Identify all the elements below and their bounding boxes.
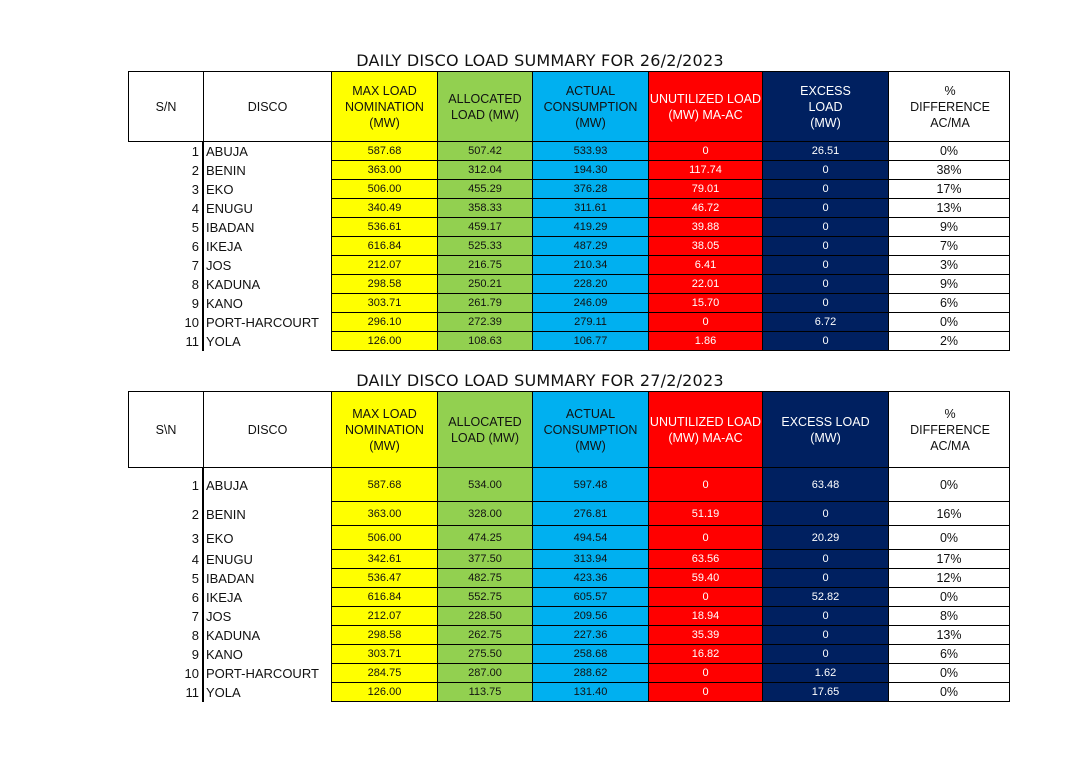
row-sn: 7 — [128, 607, 203, 626]
row-sn: 1 — [128, 468, 203, 502]
header-allocated: ALLOCATED LOAD (MW) — [438, 72, 533, 141]
row-allocated: 275.50 — [437, 645, 532, 664]
row-disco-name: JOS — [203, 256, 331, 275]
row-excess: 63.48 — [762, 468, 888, 502]
row-sn: 10 — [128, 313, 203, 332]
row-sn: 2 — [128, 161, 203, 180]
row-disco-name: BENIN — [203, 502, 331, 526]
header-unutilized: UNUTILIZED LOAD (MW) MA-AC — [649, 392, 763, 467]
row-sn: 7 — [128, 256, 203, 275]
row-unutilized: 117.74 — [648, 161, 762, 180]
row-allocated: 482.75 — [437, 569, 532, 588]
row-max-load: 363.00 — [331, 502, 437, 526]
row-allocated: 261.79 — [437, 294, 532, 313]
row-max-load: 616.84 — [331, 237, 437, 256]
row-sn: 9 — [128, 294, 203, 313]
row-excess: 0 — [762, 218, 888, 237]
header-disco: DISCO — [204, 72, 332, 141]
row-max-load: 340.49 — [331, 199, 437, 218]
header-actual: ACTUAL CONSUMPTION (MW) — [533, 72, 649, 141]
row-disco-name: KANO — [203, 294, 331, 313]
row-sn: 3 — [128, 526, 203, 550]
row-actual: 311.61 — [532, 199, 648, 218]
row-unutilized: 16.82 — [648, 645, 762, 664]
row-excess: 0 — [762, 294, 888, 313]
row-sn: 11 — [128, 332, 203, 351]
row-max-load: 212.07 — [331, 256, 437, 275]
row-max-load: 342.61 — [331, 550, 437, 569]
row-unutilized: 79.01 — [648, 180, 762, 199]
row-unutilized: 1.86 — [648, 332, 762, 351]
row-allocated: 216.75 — [437, 256, 532, 275]
row-pct-difference: 13% — [888, 626, 1010, 645]
row-disco-name: ABUJA — [203, 142, 331, 161]
header-excess: EXCESS LOAD (MW) — [763, 392, 889, 467]
row-actual: 194.30 — [532, 161, 648, 180]
table-row — [128, 180, 1010, 199]
table-row — [128, 526, 1010, 550]
row-disco-name: PORT-HARCOURT — [203, 313, 331, 332]
row-unutilized: 39.88 — [648, 218, 762, 237]
row-allocated: 358.33 — [437, 199, 532, 218]
row-pct-difference: 0% — [888, 142, 1010, 161]
row-sn: 8 — [128, 626, 203, 645]
row-excess: 0 — [762, 626, 888, 645]
row-allocated: 228.50 — [437, 607, 532, 626]
table-row — [128, 588, 1010, 607]
row-pct-difference: 12% — [888, 569, 1010, 588]
row-max-load: 303.71 — [331, 294, 437, 313]
row-actual: 288.62 — [532, 664, 648, 683]
row-unutilized: 0 — [648, 664, 762, 683]
header-sn: S/N — [129, 72, 204, 141]
header-max-load: MAX LOAD NOMINATION (MW) — [332, 392, 438, 467]
row-max-load: 303.71 — [331, 645, 437, 664]
row-disco-name: IBADAN — [203, 569, 331, 588]
table-row — [128, 256, 1010, 275]
header-disco: DISCO — [204, 392, 332, 467]
table-body — [128, 468, 1010, 702]
row-disco-name: BENIN — [203, 161, 331, 180]
table-row — [128, 645, 1010, 664]
row-sn: 3 — [128, 180, 203, 199]
table-row — [128, 468, 1010, 502]
row-excess: 0 — [762, 256, 888, 275]
row-allocated: 250.21 — [437, 275, 532, 294]
row-max-load: 506.00 — [331, 526, 437, 550]
row-unutilized: 18.94 — [648, 607, 762, 626]
table-body — [128, 142, 1010, 351]
row-pct-difference: 0% — [888, 664, 1010, 683]
table-row — [128, 313, 1010, 332]
row-actual: 279.11 — [532, 313, 648, 332]
row-excess: 6.72 — [762, 313, 888, 332]
table-row — [128, 237, 1010, 256]
table-1-title: DAILY DISCO LOAD SUMMARY FOR 26/2/2023 — [356, 51, 724, 70]
row-pct-difference: 7% — [888, 237, 1010, 256]
row-pct-difference: 2% — [888, 332, 1010, 351]
table-row — [128, 626, 1010, 645]
row-allocated: 272.39 — [437, 313, 532, 332]
row-pct-difference: 0% — [888, 683, 1010, 702]
row-allocated: 459.17 — [437, 218, 532, 237]
row-pct-difference: 0% — [888, 468, 1010, 502]
table-row — [128, 199, 1010, 218]
table-header — [128, 71, 1010, 142]
row-actual: 313.94 — [532, 550, 648, 569]
row-unutilized: 0 — [648, 588, 762, 607]
row-sn: 8 — [128, 275, 203, 294]
row-excess: 17.65 — [762, 683, 888, 702]
row-disco-name: ENUGU — [203, 550, 331, 569]
row-unutilized: 0 — [648, 313, 762, 332]
row-sn: 4 — [128, 199, 203, 218]
row-pct-difference: 9% — [888, 275, 1010, 294]
row-allocated: 287.00 — [437, 664, 532, 683]
load-summary-table-2 — [128, 391, 1010, 702]
row-excess: 0 — [762, 199, 888, 218]
table-row — [128, 294, 1010, 313]
row-excess: 0 — [762, 550, 888, 569]
row-actual: 228.20 — [532, 275, 648, 294]
row-max-load: 536.61 — [331, 218, 437, 237]
table-row — [128, 142, 1010, 161]
row-pct-difference: 3% — [888, 256, 1010, 275]
row-excess: 0 — [762, 275, 888, 294]
row-actual: 258.68 — [532, 645, 648, 664]
row-actual: 246.09 — [532, 294, 648, 313]
header-excess: EXCESS LOAD (MW) — [763, 72, 889, 141]
row-sn: 9 — [128, 645, 203, 664]
row-unutilized: 38.05 — [648, 237, 762, 256]
row-unutilized: 6.41 — [648, 256, 762, 275]
table-row — [128, 550, 1010, 569]
row-unutilized: 0 — [648, 683, 762, 702]
row-actual: 419.29 — [532, 218, 648, 237]
row-actual: 376.28 — [532, 180, 648, 199]
row-pct-difference: 13% — [888, 199, 1010, 218]
row-excess: 0 — [762, 161, 888, 180]
row-max-load: 363.00 — [331, 161, 437, 180]
row-pct-difference: 16% — [888, 502, 1010, 526]
table-row — [128, 502, 1010, 526]
row-disco-name: YOLA — [203, 683, 331, 702]
row-actual: 605.57 — [532, 588, 648, 607]
row-sn: 10 — [128, 664, 203, 683]
row-actual: 276.81 — [532, 502, 648, 526]
row-allocated: 525.33 — [437, 237, 532, 256]
row-max-load: 296.10 — [331, 313, 437, 332]
row-excess: 26.51 — [762, 142, 888, 161]
row-sn: 5 — [128, 218, 203, 237]
row-unutilized: 51.19 — [648, 502, 762, 526]
load-summary-table-1 — [128, 71, 1010, 351]
row-pct-difference: 8% — [888, 607, 1010, 626]
row-excess: 0 — [762, 569, 888, 588]
row-max-load: 616.84 — [331, 588, 437, 607]
row-disco-name: EKO — [203, 526, 331, 550]
header-allocated: ALLOCATED LOAD (MW) — [438, 392, 533, 467]
row-unutilized: 22.01 — [648, 275, 762, 294]
row-actual: 209.56 — [532, 607, 648, 626]
row-pct-difference: 0% — [888, 588, 1010, 607]
row-allocated: 474.25 — [437, 526, 532, 550]
row-excess: 0 — [762, 237, 888, 256]
row-actual: 106.77 — [532, 332, 648, 351]
table-row — [128, 332, 1010, 351]
row-sn: 6 — [128, 237, 203, 256]
row-excess: 0 — [762, 607, 888, 626]
row-actual: 210.34 — [532, 256, 648, 275]
row-actual: 533.93 — [532, 142, 648, 161]
row-unutilized: 59.40 — [648, 569, 762, 588]
row-disco-name: YOLA — [203, 332, 331, 351]
row-allocated: 262.75 — [437, 626, 532, 645]
row-allocated: 328.00 — [437, 502, 532, 526]
row-actual: 227.36 — [532, 626, 648, 645]
header-pct-difference: % DIFFERENCE AC/MA — [910, 83, 990, 130]
row-pct-difference: 38% — [888, 161, 1010, 180]
table-row — [128, 683, 1010, 702]
row-unutilized: 46.72 — [648, 199, 762, 218]
row-sn: 4 — [128, 550, 203, 569]
row-unutilized: 0 — [648, 142, 762, 161]
row-pct-difference: 6% — [888, 645, 1010, 664]
row-max-load: 587.68 — [331, 142, 437, 161]
row-disco-name: IKEJA — [203, 588, 331, 607]
row-disco-name: KANO — [203, 645, 331, 664]
row-allocated: 377.50 — [437, 550, 532, 569]
row-unutilized: 63.56 — [648, 550, 762, 569]
header-unutilized: UNUTILIZED LOAD (MW) MA-AC — [649, 72, 763, 141]
row-max-load: 298.58 — [331, 275, 437, 294]
row-excess: 1.62 — [762, 664, 888, 683]
row-excess: 52.82 — [762, 588, 888, 607]
row-max-load: 536.47 — [331, 569, 437, 588]
header-sn: S\N — [129, 392, 204, 467]
row-sn: 1 — [128, 142, 203, 161]
row-disco-name: KADUNA — [203, 275, 331, 294]
header-pct-difference: % DIFFERENCE AC/MA — [910, 406, 990, 453]
row-actual: 487.29 — [532, 237, 648, 256]
row-sn: 5 — [128, 569, 203, 588]
row-max-load: 126.00 — [331, 683, 437, 702]
row-disco-name: IBADAN — [203, 218, 331, 237]
row-sn: 2 — [128, 502, 203, 526]
row-allocated: 552.75 — [437, 588, 532, 607]
row-excess: 0 — [762, 332, 888, 351]
table-row — [128, 275, 1010, 294]
row-max-load: 212.07 — [331, 607, 437, 626]
header-max-load: MAX LOAD NOMINATION (MW) — [332, 72, 438, 141]
row-sn: 11 — [128, 683, 203, 702]
table-row — [128, 161, 1010, 180]
table-row — [128, 664, 1010, 683]
row-max-load: 506.00 — [331, 180, 437, 199]
header-actual: ACTUAL CONSUMPTION (MW) — [533, 392, 649, 467]
row-unutilized: 0 — [648, 526, 762, 550]
row-max-load: 284.75 — [331, 664, 437, 683]
row-unutilized: 0 — [648, 468, 762, 502]
row-max-load: 587.68 — [331, 468, 437, 502]
row-allocated: 113.75 — [437, 683, 532, 702]
table-header — [128, 391, 1010, 468]
row-excess: 0 — [762, 180, 888, 199]
table-row — [128, 218, 1010, 237]
row-actual: 494.54 — [532, 526, 648, 550]
row-disco-name: ENUGU — [203, 199, 331, 218]
row-allocated: 534.00 — [437, 468, 532, 502]
row-unutilized: 35.39 — [648, 626, 762, 645]
row-excess: 20.29 — [762, 526, 888, 550]
table-row — [128, 607, 1010, 626]
row-unutilized: 15.70 — [648, 294, 762, 313]
row-disco-name: JOS — [203, 607, 331, 626]
row-pct-difference: 0% — [888, 313, 1010, 332]
row-pct-difference: 17% — [888, 180, 1010, 199]
row-actual: 423.36 — [532, 569, 648, 588]
row-excess: 0 — [762, 645, 888, 664]
row-allocated: 455.29 — [437, 180, 532, 199]
row-disco-name: ABUJA — [203, 468, 331, 502]
row-disco-name: IKEJA — [203, 237, 331, 256]
table-row — [128, 569, 1010, 588]
row-disco-name: KADUNA — [203, 626, 331, 645]
row-disco-name: PORT-HARCOURT — [203, 664, 331, 683]
row-actual: 597.48 — [532, 468, 648, 502]
table-2-title: DAILY DISCO LOAD SUMMARY FOR 27/2/2023 — [356, 371, 724, 390]
row-allocated: 108.63 — [437, 332, 532, 351]
row-max-load: 298.58 — [331, 626, 437, 645]
row-pct-difference: 9% — [888, 218, 1010, 237]
row-allocated: 312.04 — [437, 161, 532, 180]
row-excess: 0 — [762, 502, 888, 526]
row-pct-difference: 0% — [888, 526, 1010, 550]
row-disco-name: EKO — [203, 180, 331, 199]
row-allocated: 507.42 — [437, 142, 532, 161]
row-actual: 131.40 — [532, 683, 648, 702]
row-pct-difference: 6% — [888, 294, 1010, 313]
row-sn: 6 — [128, 588, 203, 607]
row-pct-difference: 17% — [888, 550, 1010, 569]
row-max-load: 126.00 — [331, 332, 437, 351]
